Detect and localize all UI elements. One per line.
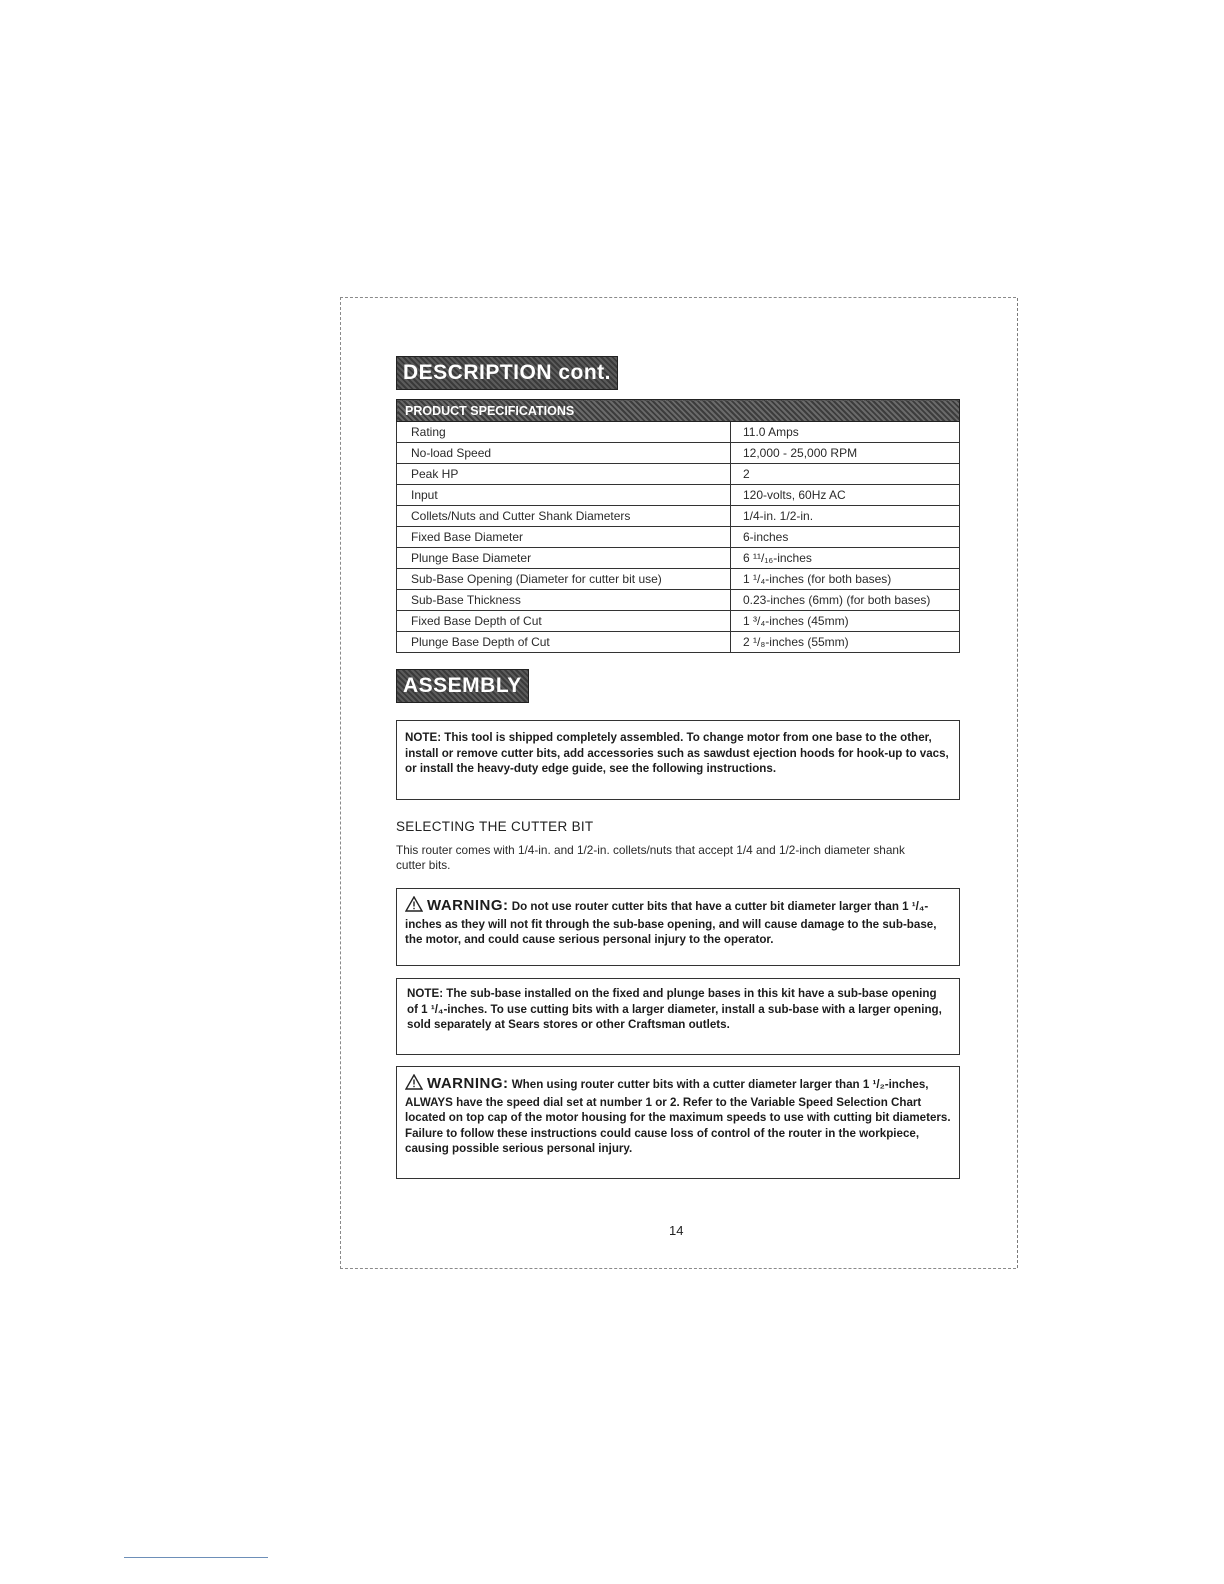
spec-label: Sub-Base Opening (Diameter for cutter bit use) — [397, 569, 731, 590]
product-specifications-table — [396, 399, 960, 653]
spec-label: Input — [397, 485, 731, 506]
page-frame-right-edge — [1017, 298, 1018, 1268]
table-row — [397, 485, 960, 506]
specifications-header: PRODUCT SPECIFICATIONS — [397, 400, 960, 422]
spec-value: 11.0 Amps — [731, 422, 960, 443]
table-row — [397, 611, 960, 632]
spec-label: Fixed Base Diameter — [397, 527, 731, 548]
warning-box-speed-dial — [396, 1066, 960, 1179]
description-header: DESCRIPTION cont. — [396, 356, 618, 390]
spec-label: Peak HP — [397, 464, 731, 485]
table-row — [397, 548, 960, 569]
spec-label: Rating — [397, 422, 731, 443]
table-row — [397, 443, 960, 464]
table-row — [397, 632, 960, 653]
cutter-bit-description: This router comes with 1/4-in. and 1/2-in. collets/nuts that accept 1/4 and 1/2-inch diameter shank cutter bits. — [396, 843, 905, 872]
spec-value: 1 ¹/₄-inches (for both bases) — [731, 569, 960, 590]
spec-value: 120-volts, 60Hz AC — [731, 485, 960, 506]
bottom-rule — [124, 1557, 268, 1558]
table-row — [397, 569, 960, 590]
spec-value: 1 ³/₄-inches (45mm) — [731, 611, 960, 632]
spec-value: 2 — [731, 464, 960, 485]
spec-value: 6-inches — [731, 527, 960, 548]
selecting-cutter-bit-heading: SELECTING THE CUTTER BIT — [396, 819, 594, 834]
table-row — [397, 506, 960, 527]
spec-value: 1/4-in. 1/2-in. — [731, 506, 960, 527]
spec-label: Collets/Nuts and Cutter Shank Diameters — [397, 506, 731, 527]
warning-text: Do not use router cutter bits that have a cutter bit diameter larger than 1 ¹/₄-inches as they will not fit through the sub-base opening, and will cause damage to the sub-base, the motor, and could cause serious personal injury to the operator. — [405, 900, 937, 947]
warning-triangle-icon — [405, 1074, 423, 1095]
table-row — [397, 590, 960, 611]
spec-label: Plunge Base Diameter — [397, 548, 731, 569]
warning-text: When using router cutter bits with a cutter diameter larger than 1 ¹/₂-inches, ALWAYS have the speed dial set at number 1 or 2. Refer to the Variable Speed Selection Chart located on top cap of the motor housing for the maximum speeds to use with cutting bit diameters. Failure to follow these instructions could cause loss of control of the router in the workpiece, causing possible serious personal injury. — [405, 1078, 951, 1156]
assembly-header: ASSEMBLY — [396, 669, 529, 703]
spec-label: Fixed Base Depth of Cut — [397, 611, 731, 632]
spec-label: No-load Speed — [397, 443, 731, 464]
assembly-note: NOTE: This tool is shipped completely assembled. To change motor from one base to the other, install or remove cutter bits, add accessories such as sawdust ejection hoods for hook-up to vacs, or install the heavy-duty edge guide, see the following instructions. — [396, 720, 960, 800]
spec-value: 0.23-inches (6mm) (for both bases) — [731, 590, 960, 611]
spec-value: 2 ¹/₈-inches (55mm) — [731, 632, 960, 653]
table-row — [397, 527, 960, 548]
table-row — [397, 422, 960, 443]
sub-base-note: NOTE: The sub-base installed on the fixed and plunge bases in this kit have a sub-base opening of 1 ¹/₄-inches. To use cutting bits with a larger diameter, install a sub-base with a larger opening, sold separately at Sears stores or other Craftsman outlets. — [396, 978, 960, 1055]
warning-triangle-icon — [405, 896, 423, 917]
spec-label: Sub-Base Thickness — [397, 590, 731, 611]
page-number: 14 — [669, 1223, 684, 1238]
table-row — [397, 464, 960, 485]
spec-value: 6 ¹¹/₁₆-inches — [731, 548, 960, 569]
warning-box-bit-diameter — [396, 888, 960, 966]
warning-label: WARNING: — [427, 897, 509, 914]
warning-label: WARNING: — [427, 1075, 509, 1092]
spec-value: 12,000 - 25,000 RPM — [731, 443, 960, 464]
spec-label: Plunge Base Depth of Cut — [397, 632, 731, 653]
